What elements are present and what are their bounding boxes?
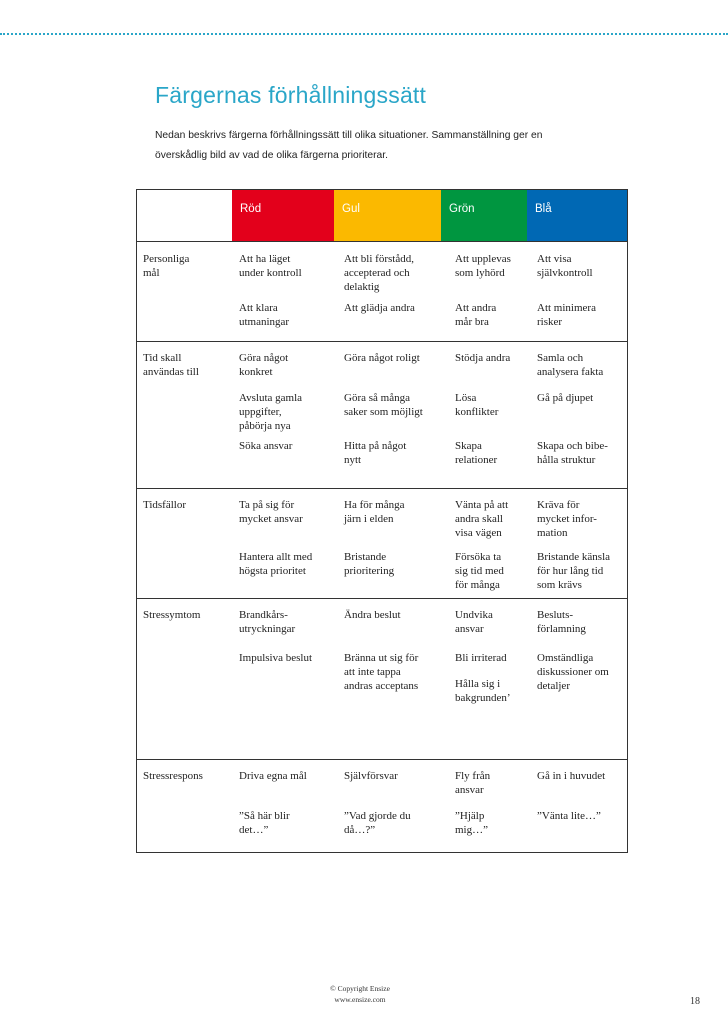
cell-text [239, 498, 303, 526]
footer-copyright: © Copyright Ensize [330, 984, 390, 993]
cell-text [344, 550, 394, 578]
cell-line: Lösa [455, 392, 477, 404]
cell-line: Att glädja andra [344, 302, 415, 314]
cell-text [537, 351, 603, 379]
cell-line: detaljer [537, 680, 570, 692]
cell-line: Att minimera [537, 302, 596, 314]
cell-line: som lyhörd [455, 267, 505, 279]
row-divider [137, 759, 627, 760]
cell-text [344, 391, 423, 419]
cell-line: Göra något [239, 352, 289, 364]
cell-line: Skapa [455, 440, 482, 452]
cell-text [239, 550, 312, 578]
row-label-line: Tid skall [143, 352, 182, 364]
color-behavior-table [136, 189, 628, 853]
row-label [143, 769, 203, 783]
cell-line: uppgifter, [239, 406, 282, 418]
cell-text [455, 550, 504, 592]
cell-text [344, 301, 415, 315]
cell-text [344, 608, 401, 622]
cell-text [455, 651, 507, 665]
cell-line: Göra så många [344, 392, 410, 404]
cell-text [239, 252, 302, 280]
cell-line: Ta på sig för [239, 499, 295, 511]
row-divider [137, 598, 627, 599]
cell-line: under kontroll [239, 267, 302, 279]
cell-line: då…?” [344, 824, 376, 836]
header-cell: Blå [527, 190, 627, 241]
row-label-line: Stressymtom [143, 609, 201, 621]
cell-line: som krävs [537, 579, 582, 591]
cell-line: Bli irriterad [455, 652, 507, 664]
cell-line: Göra något roligt [344, 352, 420, 364]
cell-line: Skapa och bibe- [537, 440, 608, 452]
cell-text [537, 301, 596, 329]
cell-text [455, 252, 511, 280]
cell-line: Att klara [239, 302, 278, 314]
cell-line: relationer [455, 454, 498, 466]
cell-line: ”Vänta lite…” [537, 810, 601, 822]
cell-line: konkret [239, 366, 273, 378]
cell-text [455, 809, 488, 837]
cell-text [537, 498, 597, 540]
cell-text [537, 769, 605, 783]
row-label-line: Stressrespons [143, 770, 203, 782]
cell-line: hålla struktur [537, 454, 596, 466]
cell-line: Kräva för [537, 499, 580, 511]
cell-line: Bristande [344, 551, 387, 563]
cell-text [239, 608, 295, 636]
cell-line: Samla och [537, 352, 584, 364]
cell-text [455, 498, 508, 540]
cell-text [455, 351, 510, 365]
cell-line: Försöka ta [455, 551, 502, 563]
cell-text [455, 439, 497, 467]
cell-line: Brandkårs- [239, 609, 288, 621]
cell-text [239, 809, 290, 837]
cell-line: Ändra beslut [344, 609, 401, 621]
cell-line: Hantera allt med [239, 551, 313, 563]
cell-line: andra skall [455, 513, 503, 525]
page-title: Färgernas förhållningssätt [155, 82, 427, 108]
cell-line: högsta prioritet [239, 565, 306, 577]
cell-line: ”Hjälp [455, 810, 485, 822]
cell-text [537, 608, 586, 636]
row-label [143, 498, 186, 512]
cell-line: Hålla sig i [455, 678, 501, 690]
cell-line: ”Så här blir [239, 810, 290, 822]
cell-text [455, 769, 490, 797]
cell-text [537, 651, 609, 693]
cell-text [344, 498, 404, 526]
cell-line: självkontroll [537, 267, 593, 279]
intro-line: Nedan beskrivs färgerna förhållningssätt till olika situationer. Sammanställning ger en [155, 130, 543, 141]
cell-line: Självförsvar [344, 770, 398, 782]
header-cell: Grön [441, 190, 527, 241]
footer-url: www.ensize.com [334, 995, 386, 1004]
top-dotted-rule [0, 33, 728, 35]
cell-text [344, 439, 406, 467]
cell-line: att inte tappa [344, 666, 401, 678]
cell-line: bakgrunden’ [455, 692, 511, 704]
cell-line: Undvika [455, 609, 493, 621]
cell-line: Driva egna mål [239, 770, 307, 782]
cell-text [239, 351, 288, 379]
cell-line: Att visa [537, 253, 572, 265]
cell-line: Att bli förstådd, [344, 253, 414, 265]
cell-line: andras acceptans [344, 680, 419, 692]
cell-line: påbörja nya [239, 420, 291, 432]
cell-line: ansvar [455, 784, 484, 796]
cell-line: risker [537, 316, 563, 328]
cell-line: delaktig [344, 281, 380, 293]
cell-line: prioritering [344, 565, 395, 577]
cell-text [239, 439, 292, 453]
cell-line: det…” [239, 824, 269, 836]
cell-line: Gå på djupet [537, 392, 594, 404]
cell-line: Bränna ut sig för [344, 652, 419, 664]
cell-text [537, 809, 601, 823]
cell-text [239, 301, 289, 329]
cell-line: mycket infor- [537, 513, 597, 525]
row-divider [137, 341, 627, 342]
cell-line: mycket ansvar [239, 513, 303, 525]
cell-line: mation [537, 527, 568, 539]
cell-line: konflikter [455, 406, 499, 418]
intro-text [155, 126, 585, 166]
cell-text [239, 391, 302, 433]
cell-line: Att andra [455, 302, 497, 314]
cell-line: Ha för många [344, 499, 405, 511]
cell-text [455, 301, 496, 329]
row-label [143, 252, 189, 280]
cell-text [455, 391, 498, 419]
cell-line: Att upplevas [455, 253, 511, 265]
cell-line: mår bra [455, 316, 489, 328]
cell-text [537, 391, 593, 405]
cell-line: ”Vad gjorde du [344, 810, 411, 822]
cell-line: Besluts- [537, 609, 574, 621]
cell-line: Bristande känsla [537, 551, 611, 563]
cell-line: Impulsiva beslut [239, 652, 313, 664]
cell-line: för hur lång tid [537, 565, 604, 577]
row-label [143, 351, 199, 379]
row-label [143, 608, 200, 622]
cell-line: Hitta på något [344, 440, 407, 452]
cell-line: sig tid med [455, 565, 504, 577]
cell-line: nytt [344, 454, 362, 466]
row-label-line: Tidsfällor [143, 499, 186, 511]
header-cell: Röd [232, 190, 334, 241]
row-divider [137, 488, 627, 489]
cell-line: förlamning [537, 623, 586, 635]
cell-line: analysera fakta [537, 366, 604, 378]
cell-text [455, 608, 493, 636]
intro-line: överskådlig bild av vad de olika färgerna prioriterar. [155, 150, 388, 161]
page-number: 18 [690, 996, 700, 1007]
cell-line: Fly från [455, 770, 491, 782]
cell-text [239, 769, 307, 783]
cell-text [344, 252, 414, 294]
cell-line: accepterad och [344, 267, 410, 279]
cell-text [344, 351, 420, 365]
cell-text [455, 677, 511, 705]
cell-line: saker som möjligt [344, 406, 423, 418]
cell-text [344, 651, 418, 693]
cell-text [537, 252, 593, 280]
cell-text [344, 769, 398, 783]
cell-text [537, 439, 608, 467]
cell-line: för många [455, 579, 500, 591]
cell-line: visa vägen [455, 527, 502, 539]
cell-line: Vänta på att [455, 499, 509, 511]
row-label-line: användas till [143, 366, 199, 378]
cell-line: utmaningar [239, 316, 290, 328]
row-divider [137, 241, 627, 242]
cell-line: diskussioner om [537, 666, 609, 678]
row-label-line: Personliga [143, 253, 190, 265]
cell-line: ansvar [455, 623, 484, 635]
cell-line: järn i elden [344, 513, 394, 525]
cell-text [344, 809, 411, 837]
cell-line: Avsluta gamla [239, 392, 303, 404]
cell-line: Söka ansvar [239, 440, 293, 452]
header-cell: Gul [334, 190, 441, 241]
cell-line: Omständliga [537, 652, 594, 664]
cell-line: mig…” [455, 824, 488, 836]
row-label-line: mål [143, 267, 160, 279]
cell-line: utryckningar [239, 623, 296, 635]
cell-line: Stödja andra [455, 352, 511, 364]
cell-line: Att ha läget [239, 253, 291, 265]
cell-text [239, 651, 312, 665]
cell-line: Gå in i huvudet [537, 770, 606, 782]
cell-text [537, 550, 610, 592]
